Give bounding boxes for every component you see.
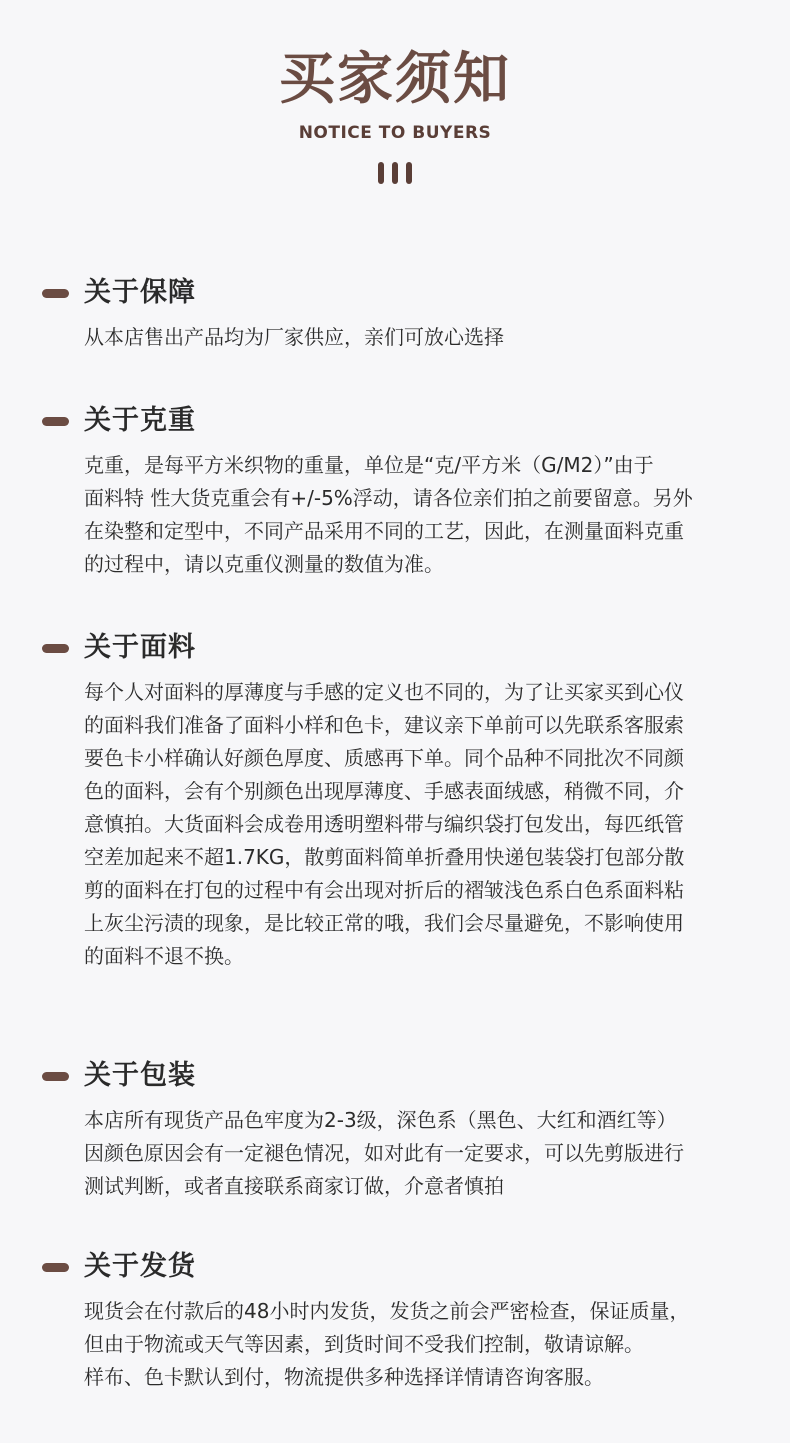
section-title: 关于克重 bbox=[84, 405, 196, 436]
section-marker-icon bbox=[42, 1072, 69, 1081]
body-line: 的面料我们准备了面料小样和色卡，建议亲下单前可以先联系客服索 bbox=[84, 713, 684, 737]
body-line: 在染整和定型中，不同产品采用不同的工艺，因此，在测量面料克重 bbox=[84, 519, 684, 543]
section-body bbox=[84, 676, 744, 973]
body-line: 测试判断，或者直接联系商家订做，介意者慎拍 bbox=[84, 1174, 504, 1198]
section-fabric bbox=[0, 628, 790, 973]
body-line: 现货会在付款后的48小时内发货，发货之前会严密检查，保证质量， bbox=[84, 1299, 690, 1323]
body-line: 样布、色卡默认到付，物流提供多种选择详情请咨询客服。 bbox=[84, 1365, 604, 1389]
body-line: 剪的面料在打包的过程中有会出现对折后的褶皱浅色系白色系面料粘 bbox=[84, 878, 684, 902]
section-weight bbox=[0, 401, 790, 581]
body-line: 但由于物流或天气等因素，到货时间不受我们控制，敬请谅解。 bbox=[84, 1332, 644, 1356]
section-body bbox=[84, 1295, 744, 1394]
section-body bbox=[84, 1104, 744, 1203]
divider-bar bbox=[406, 162, 412, 184]
body-line: 意慎拍。大货面料会成卷用透明塑料带与编织袋打包发出，每匹纸管 bbox=[84, 812, 684, 836]
divider-bar bbox=[392, 162, 398, 184]
section-shipping bbox=[0, 1247, 790, 1394]
body-line: 空差加起来不超1.7KG，散剪面料简单折叠用快递包装袋打包部分散 bbox=[84, 845, 685, 869]
section-heading bbox=[0, 1056, 790, 1096]
section-heading bbox=[0, 401, 790, 441]
body-line: 要色卡小样确认好颜色厚度、质感再下单。同个品种不同批次不同颜 bbox=[84, 746, 684, 770]
section-title: 关于面料 bbox=[84, 632, 196, 663]
section-body bbox=[84, 449, 744, 581]
section-marker-icon bbox=[42, 1263, 69, 1272]
body-line: 克重，是每平方米织物的重量，单位是“克/平方米（G/M2）”由于 bbox=[84, 453, 654, 477]
body-line: 每个人对面料的厚薄度与手感的定义也不同的，为了让买家买到心仪 bbox=[84, 680, 684, 704]
section-marker-icon bbox=[42, 417, 69, 426]
body-line: 色的面料，会有个别颜色出现厚薄度、手感表面绒感，稍微不同，介 bbox=[84, 779, 684, 803]
section-guarantee bbox=[0, 273, 790, 354]
section-title: 关于发货 bbox=[84, 1251, 196, 1282]
section-body bbox=[84, 321, 744, 354]
section-title: 关于包装 bbox=[84, 1060, 196, 1091]
body-line: 的面料不退不换。 bbox=[84, 944, 244, 968]
section-title: 关于保障 bbox=[84, 277, 196, 308]
body-line: 的过程中，请以克重仪测量的数值为准。 bbox=[84, 552, 444, 576]
section-heading bbox=[0, 273, 790, 313]
section-marker-icon bbox=[42, 289, 69, 298]
body-line: 从本店售出产品均为厂家供应，亲们可放心选择 bbox=[84, 325, 504, 349]
page-subtitle: NOTICE TO BUYERS bbox=[298, 123, 492, 143]
body-line: 本店所有现货产品色牢度为2-3级，深色系（黑色、大红和酒红等） bbox=[84, 1108, 677, 1132]
body-line: 面料特 性大货克重会有+/-5%浮动，请各位亲们拍之前要留意。另外 bbox=[84, 486, 693, 510]
section-marker-icon bbox=[42, 644, 69, 653]
page-header bbox=[0, 44, 790, 184]
divider-bars-icon bbox=[378, 162, 412, 184]
section-packaging bbox=[0, 1056, 790, 1203]
page-title: 买家须知 bbox=[279, 47, 511, 112]
section-heading bbox=[0, 1247, 790, 1287]
divider-bar bbox=[378, 162, 384, 184]
body-line: 因颜色原因会有一定褪色情况，如对此有一定要求，可以先剪版进行 bbox=[84, 1141, 684, 1165]
body-line: 上灰尘污渍的现象，是比较正常的哦，我们会尽量避免，不影响使用 bbox=[84, 911, 684, 935]
section-heading bbox=[0, 628, 790, 668]
